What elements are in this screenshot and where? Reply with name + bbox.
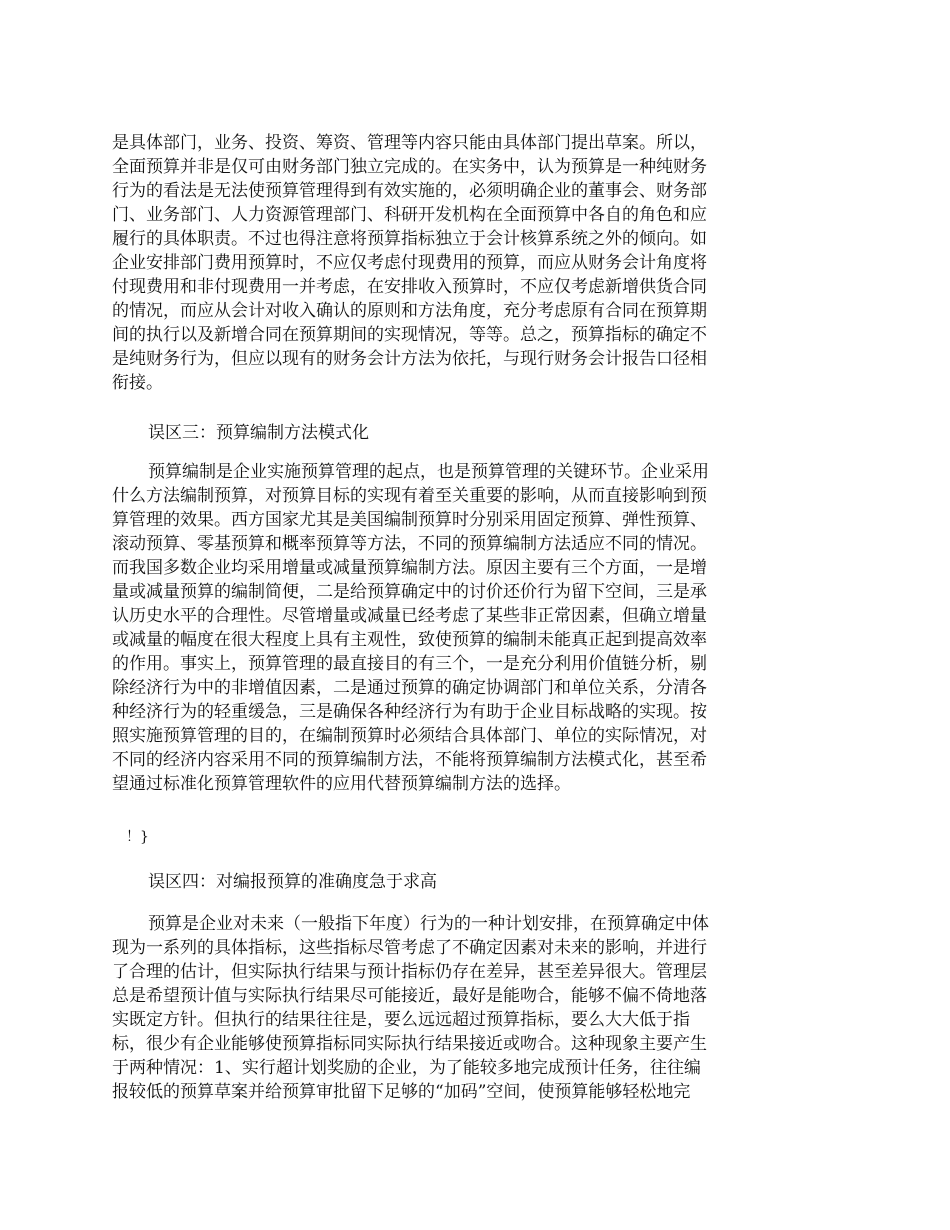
text-line: 间的执行以及新增合同在预算期间的实现情况，等等。总之，预算指标的确定不 (112, 325, 707, 345)
text-line: 是纯财务行为，但应以现有的财务会计方法为依托，与现行财务会计报告口径相 (112, 349, 707, 369)
text-line: 或减量的幅度在很大程度上具有主观性，致使预算的编制未能真正起到提高效率 (112, 630, 707, 650)
text-line: 门、业务部门、人力资源管理部门、科研开发机构在全面预算中各自的角色和应 (112, 205, 707, 225)
text-line: 了合理的估计，但实际执行结果与预计指标仍存在差异，甚至差异很大。管理层 (112, 962, 707, 982)
text-line: 算管理的效果。西方国家尤其是美国编制预算时分别采用固定预算、弹性预算、 (112, 510, 707, 530)
text-line: 于两种情况：1、实行超计划奖励的企业，为了能较多地完成预计任务，往往编 (112, 1058, 701, 1078)
text-line: 预算编制是企业实施预算管理的起点，也是预算管理的关键环节。企业采用 (148, 462, 709, 482)
stray-mark: ！} (126, 829, 149, 845)
text-line: 行为的看法是无法使预算管理得到有效实施的，必须明确企业的董事会、财务部 (112, 181, 707, 201)
text-line: 履行的具体职责。不过也得注意将预算指标独立于会计核算系统之外的倾向。如 (112, 229, 707, 249)
text-line: 全面预算并非是仅可由财务部门独立完成的。在实务中，认为预算是一种纯财务 (112, 157, 707, 177)
text-line: 除经济行为中的非增值因素，二是通过预算的确定协调部门和单位关系，分清各 (112, 678, 707, 698)
text-line: 种经济行为的轻重缓急，三是确保各种经济行为有助于企业目标战略的实现。按 (112, 702, 707, 722)
section-heading: 误区四：对编报预算的准确度急于求高 (148, 872, 437, 892)
text-line: 的作用。事实上，预算管理的最直接目的有三个，一是充分利用价值链分析，剔 (112, 654, 707, 674)
section-heading: 误区三：预算编制方法模式化 (148, 423, 369, 443)
text-line: 企业安排部门费用预算时，不应仅考虑付现费用的预算，而应从财务会计角度将 (112, 253, 707, 273)
text-line: 滚动预算、零基预算和概率预算等方法，不同的预算编制方法适应不同的情况。 (112, 534, 707, 554)
text-line: 总是希望预计值与实际执行结果尽可能接近，最好是能吻合，能够不偏不倚地落 (112, 986, 707, 1006)
text-line: 报较低的预算草案并给预算审批留下足够的“加码”空间，使预算能够轻松地完 (112, 1082, 691, 1102)
text-line: 不同的经济内容采用不同的预算编制方法，不能将预算编制方法模式化，甚至希 (112, 750, 707, 770)
text-line: 实既定方针。但执行的结果往往是，要么远远超过预算指标，要么大大低于指 (112, 1010, 690, 1030)
text-line: 付现费用和非付现费用一并考虑，在安排收入预算时，不应仅考虑新增供货合同 (112, 277, 707, 297)
text-line: 衔接。 (112, 373, 163, 393)
text-line: 什么方法编制预算，对预算目标的实现有着至关重要的影响，从而直接影响到预 (112, 486, 707, 506)
text-line: 现为一系列的具体指标，这些指标尽管考虑了不确定因素对未来的影响，并进行 (112, 938, 707, 958)
text-line: 照实施预算管理的目的，在编制预算时必须结合具体部门、单位的实际情况，对 (112, 726, 707, 746)
text-line: 预算是企业对未来（一般指下年度）行为的一种计划安排，在预算确定中体 (148, 914, 709, 934)
text-line: 而我国多数企业均采用增量或减量预算编制方法。原因主要有三个方面，一是增 (112, 558, 707, 578)
text-line: 的情况，而应从会计对收入确认的原则和方法角度，充分考虑原有合同在预算期 (112, 301, 707, 321)
text-line: 望通过标准化预算管理软件的应用代替预算编制方法的选择。 (112, 774, 571, 794)
text-line: 认历史水平的合理性。尽管增量或减量已经考虑了某些非正常因素，但确立增量 (112, 606, 707, 626)
text-line: 是具体部门，业务、投资、筹资、管理等内容只能由具体部门提出草案。所以， (112, 133, 707, 153)
text-line: 标，很少有企业能够使预算指标同实际执行结果接近或吻合。这种现象主要产生 (112, 1034, 707, 1054)
text-line: 量或减量预算的编制简便，二是给预算确定中的讨价还价行为留下空间，三是承 (112, 582, 707, 602)
